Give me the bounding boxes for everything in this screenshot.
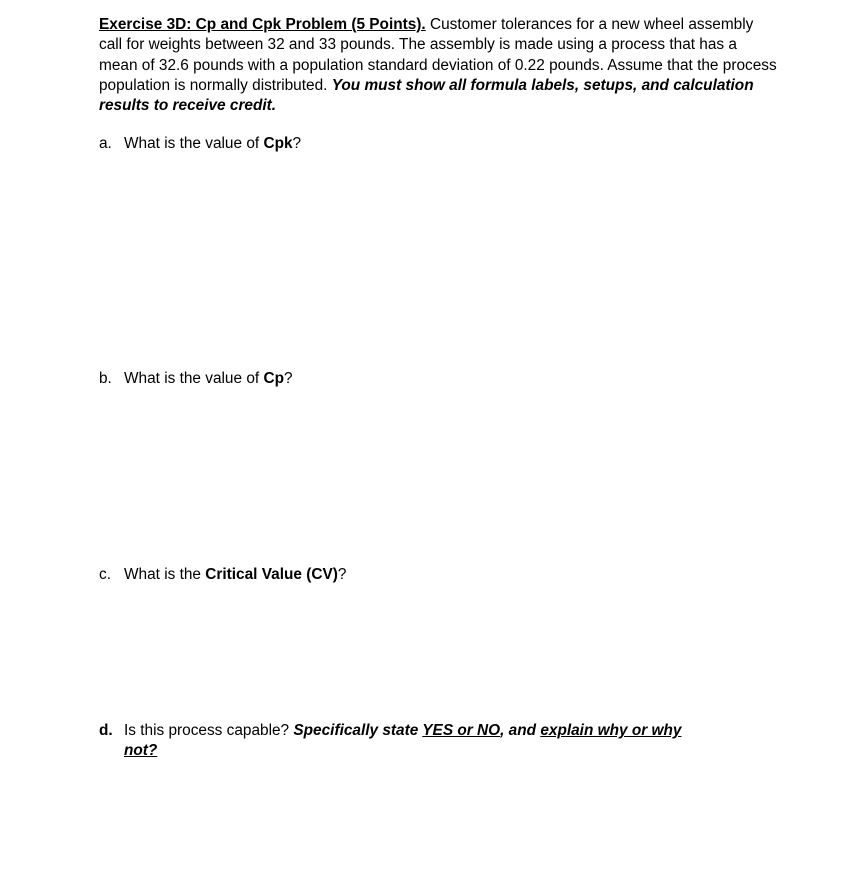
question-a-prefix: What is the value of <box>124 135 264 152</box>
question-a-term: Cpk <box>263 135 293 152</box>
credit-instruction: You must show all formula labels, setups, and calculation results to receive credit. <box>99 76 754 115</box>
question-d-part3: , and <box>500 722 541 739</box>
question-c-prefix: What is the <box>124 566 206 583</box>
question-d-prefix: Is this process capable? <box>124 722 294 739</box>
exercise-intro <box>99 15 779 116</box>
question-d-part1: Specifically state <box>293 722 423 739</box>
question-b-suffix: ? <box>283 370 293 387</box>
question-c-letter: c. <box>99 566 111 583</box>
question-a <box>99 134 779 154</box>
question-a-letter: a. <box>99 135 112 152</box>
question-c-term: Critical Value (CV) <box>205 566 338 583</box>
question-b-letter: b. <box>99 370 112 387</box>
question-c-suffix: ? <box>337 566 347 583</box>
question-b-prefix: What is the value of <box>124 370 264 387</box>
question-d <box>99 721 779 762</box>
exercise-description: Customer tolerances for a new wheel assembly call for weights between 32 and 33 pounds. The assembly is made using a process that has a mean of 32.6 pounds with a population standard deviation of 0.22 pounds. Assume that the process population is normally distributed. <box>99 16 777 94</box>
question-c <box>99 565 779 585</box>
question-d-part5: not? <box>124 742 158 760</box>
question-d-part4: explain why or why <box>540 722 682 739</box>
question-b <box>99 369 779 389</box>
question-d-part2: YES or NO <box>422 722 501 739</box>
question-d-letter: d. <box>99 722 113 739</box>
question-a-suffix: ? <box>292 135 302 152</box>
question-b-term: Cp <box>263 370 284 387</box>
exercise-heading: Exercise 3D: Cp and Cpk Problem (5 Points). <box>99 16 426 33</box>
